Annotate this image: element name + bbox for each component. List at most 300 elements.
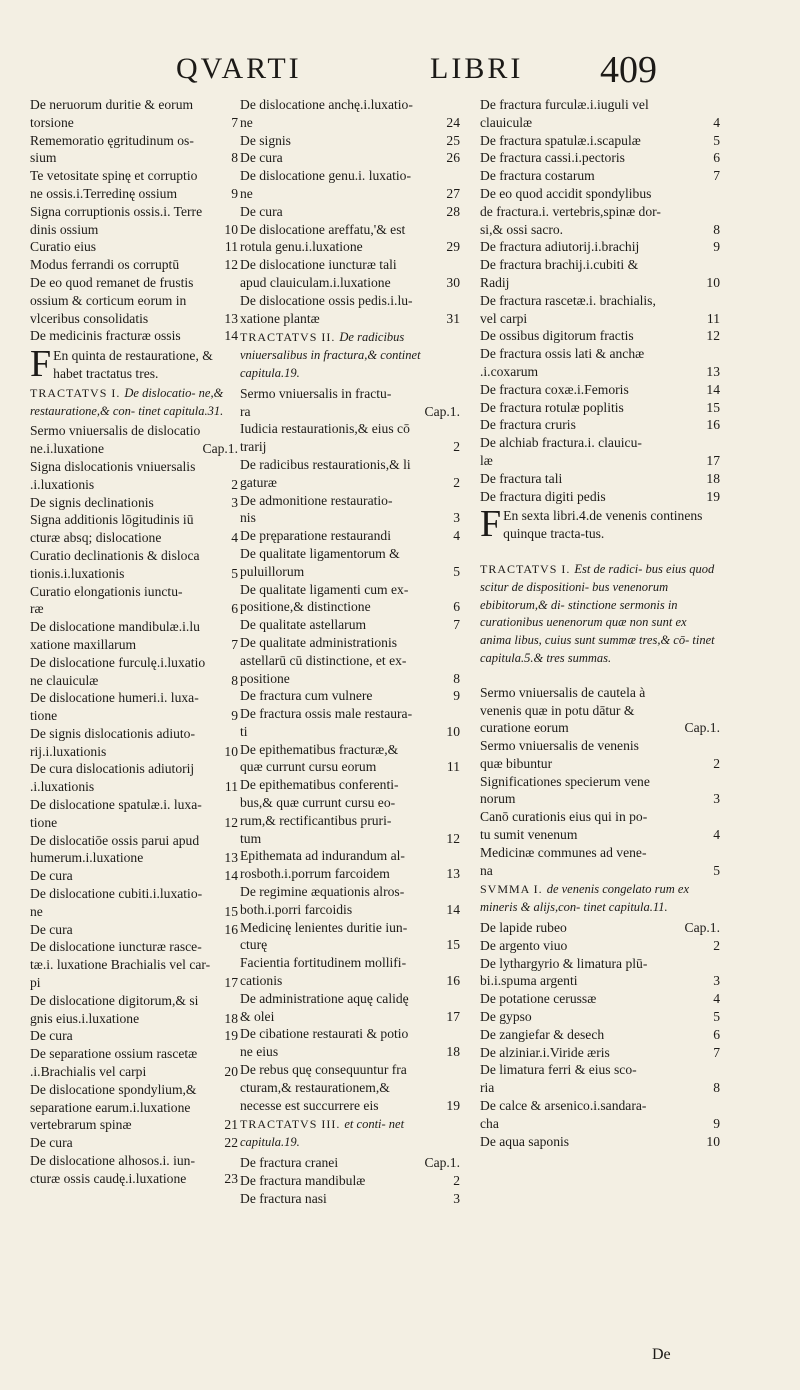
toc-entry xyxy=(240,1025,460,1043)
entry-title: apud clauiculam.i.luxatione xyxy=(240,274,391,290)
entry-title: De epithematibus conferenti- xyxy=(240,777,399,793)
toc-entry xyxy=(30,1045,238,1063)
entry-title: Sermo vniuersalis in fractu- xyxy=(240,385,392,401)
entry-number: 2 xyxy=(453,1172,460,1188)
entry-title: puluillorum xyxy=(240,563,305,579)
toc-entry xyxy=(480,1133,720,1151)
toc-entry xyxy=(30,796,238,814)
toc-entry xyxy=(480,274,720,292)
entry-number: 10 xyxy=(706,1133,720,1149)
entry-title: rotula genu.i.luxatione xyxy=(240,239,363,255)
entry-number: 9 xyxy=(713,239,720,255)
entry-number: 22 xyxy=(224,1135,238,1151)
entry-number: 9 xyxy=(453,688,460,704)
entry-title: De dislocatione alhosos.i. iun- xyxy=(30,1153,195,1169)
entry-number: 19 xyxy=(706,488,720,504)
toc-entry xyxy=(480,1008,720,1026)
toc-entry xyxy=(480,684,720,702)
entry-title: ne xyxy=(240,185,253,201)
toc-entry xyxy=(480,452,720,470)
entry-title: tu sumit venenum xyxy=(480,827,578,843)
entry-number: 11 xyxy=(706,310,720,326)
entry-number: 4 xyxy=(713,827,720,843)
entry-number: 4 xyxy=(453,528,460,544)
entry-title: ti xyxy=(240,723,248,739)
entry-title: De fractura spatulæ.i.scapulæ xyxy=(480,132,641,148)
heading-italic: de venenis congelato rum ex mineris & alijs,con- tinet capitula.11. xyxy=(480,882,689,915)
toc-entry xyxy=(240,1097,460,1115)
toc-entry xyxy=(30,760,238,778)
entry-title: gaturæ xyxy=(240,474,277,490)
toc-entry xyxy=(240,149,460,167)
entry-title: astellarū cū distinctione, et ex- xyxy=(240,652,407,668)
entry-title: De pręparatione restaurandi xyxy=(240,528,391,544)
entry-title: De dislocatione iuncturæ tali xyxy=(240,257,397,273)
toc-entry xyxy=(30,440,238,458)
entry-title: humerum.i.luxatione xyxy=(30,850,144,866)
toc-entry xyxy=(240,385,460,403)
entry-title: De fractura furculæ.i.iuguli vel xyxy=(480,97,649,112)
entry-number: 9 xyxy=(231,185,238,201)
entry-title: vlceribus consolidatis xyxy=(30,310,149,326)
toc-entry xyxy=(480,416,720,434)
toc-entry xyxy=(240,687,460,705)
section-intro xyxy=(480,503,720,546)
toc-entry xyxy=(30,292,238,310)
entry-title: De eo quod remanet de frustis xyxy=(30,274,194,290)
toc-entry xyxy=(30,672,238,690)
heading-italic: Est de radici- bus eius quod scitur de dispositioni- bus venenorum ebibitorum,& di- stinctione sermonis in curationibus uenenorum quæ non sunt ex anima libus, cuius sunt summæ tres,& cō- tinet capitula.5.& tres summas. xyxy=(480,561,715,665)
toc-entry xyxy=(240,581,460,599)
toc-entry xyxy=(240,456,460,474)
column-2 xyxy=(240,96,460,1207)
entry-number: 14 xyxy=(224,328,238,344)
entry-number: 4 xyxy=(713,991,720,1007)
entry-title: quæ bibuntur xyxy=(480,755,553,771)
entry-number: 16 xyxy=(224,921,238,937)
entry-number: 5 xyxy=(713,1009,720,1025)
entry-title: ne.i.luxatione xyxy=(30,441,104,457)
toc-entry xyxy=(240,474,460,492)
toc-entry xyxy=(30,494,238,512)
toc-entry xyxy=(240,167,460,185)
entry-number: 8 xyxy=(713,1080,720,1096)
entry-title: De signis xyxy=(240,132,291,148)
toc-entry xyxy=(240,1061,460,1079)
toc-entry xyxy=(240,883,460,901)
entry-number: 21 xyxy=(224,1117,238,1133)
entry-title: De admonitione restauratio- xyxy=(240,492,393,508)
toc-entry xyxy=(30,274,238,292)
entry-title: De cura xyxy=(30,1028,73,1044)
entry-title: ne clauiculæ xyxy=(30,672,99,688)
entry-title: cturæ ossis caudę.i.luxatione xyxy=(30,1170,187,1186)
toc-entry xyxy=(480,1044,720,1062)
entry-number: 18 xyxy=(224,1010,238,1026)
entry-title: De cura xyxy=(30,868,73,884)
entry-title: quæ currunt cursu eorum xyxy=(240,759,377,775)
toc-entry xyxy=(30,167,238,185)
entry-title: De potatione cerussæ xyxy=(480,991,597,1007)
entry-title: .i.coxarum xyxy=(480,363,539,379)
entry-title: De medicinis fracturæ ossis xyxy=(30,328,181,344)
toc-entry xyxy=(480,937,720,955)
entry-title: De cura xyxy=(30,921,73,937)
toc-entry xyxy=(240,705,460,723)
toc-entry xyxy=(480,990,720,1008)
entry-number: 18 xyxy=(446,1044,460,1060)
toc-entry xyxy=(240,1190,460,1208)
toc-entry xyxy=(30,1170,238,1188)
toc-entry xyxy=(30,114,238,132)
section-intro xyxy=(30,343,238,386)
entry-title: De fractura costarum xyxy=(480,168,595,184)
entry-title: De gypso xyxy=(480,1009,532,1025)
entry-number: 26 xyxy=(446,150,460,166)
entry-title: venenis quæ in potu dātur & xyxy=(480,702,635,718)
entry-title: de fractura.i. vertebris,spinæ dor- xyxy=(480,203,661,219)
toc-entry xyxy=(30,992,238,1010)
entry-number: 12 xyxy=(706,328,720,344)
toc-entry xyxy=(240,545,460,563)
toc-entry xyxy=(240,670,460,688)
toc-entry xyxy=(480,434,720,452)
entry-title: Curatio declinationis & disloca xyxy=(30,547,200,563)
entry-number: Cap.1. xyxy=(424,403,460,419)
entry-title: De fractura rascetæ.i. brachialis, xyxy=(480,292,656,308)
toc-entry xyxy=(30,238,238,256)
toc-entry xyxy=(480,114,720,132)
entry-title: De fractura coxæ.i.Femoris xyxy=(480,381,629,397)
toc-entry xyxy=(30,867,238,885)
toc-entry xyxy=(480,221,720,239)
toc-entry xyxy=(30,185,238,203)
tractatus-heading xyxy=(240,1116,460,1152)
entry-title: cturæ absq; dislocatione xyxy=(30,530,162,546)
toc-entry xyxy=(480,719,720,737)
toc-entry xyxy=(480,488,720,506)
entry-title: both.i.porri farcoidis xyxy=(240,901,353,917)
entry-number: 5 xyxy=(453,563,460,579)
entry-title: De lythargyrio & limatura plū- xyxy=(480,955,648,971)
toc-entry xyxy=(30,921,238,939)
toc-entry xyxy=(480,862,720,880)
entry-title: De dislocatione iuncturæ rasce- xyxy=(30,939,202,955)
entry-title: De dislocatione spatulæ.i. luxa- xyxy=(30,797,202,813)
entry-title: Epithemata ad indurandum al- xyxy=(240,848,405,864)
entry-title: De dislocatione cubiti.i.luxatio- xyxy=(30,886,203,902)
toc-entry xyxy=(240,794,460,812)
toc-entry xyxy=(240,830,460,848)
entry-number: 10 xyxy=(446,723,460,739)
entry-title: ria xyxy=(480,1080,495,1096)
toc-entry xyxy=(240,203,460,221)
entry-title: De fractura nasi xyxy=(240,1190,327,1206)
entry-title: De limatura ferri & eius sco- xyxy=(480,1062,637,1078)
entry-number: 27 xyxy=(446,185,460,201)
entry-title: De cura dislocationis adiutorij xyxy=(30,761,195,777)
entry-title: De alziniar.i.Viride æris xyxy=(480,1044,610,1060)
toc-entry xyxy=(480,844,720,862)
entry-title: De qualitate administrationis xyxy=(240,634,398,650)
toc-entry xyxy=(240,1172,460,1190)
entry-number: 3 xyxy=(713,791,720,807)
spacer xyxy=(480,545,720,559)
entry-title: ne xyxy=(240,114,253,130)
entry-number: 3 xyxy=(453,1190,460,1206)
toc-entry xyxy=(30,327,238,345)
toc-entry xyxy=(240,256,460,274)
entry-title: De qualitate astellarum xyxy=(240,617,367,633)
heading-italic: De dislocatio- ne,& restauratione,& con- tinet capitula.31. xyxy=(30,385,224,418)
entry-title: positione xyxy=(240,670,290,686)
entry-title: nis xyxy=(240,510,256,526)
toc-entry xyxy=(30,956,238,974)
entry-title: .i.luxationis xyxy=(30,779,95,795)
heading-caps: TRACTATVS I. xyxy=(30,385,125,400)
toc-entry xyxy=(240,1079,460,1097)
entry-title: cationis xyxy=(240,973,283,989)
entry-title: ossium & corticum eorum in xyxy=(30,292,187,308)
heading-caps: TRACTATVS II. xyxy=(240,330,340,345)
toc-entry xyxy=(240,132,460,150)
entry-title: tione xyxy=(30,814,58,830)
toc-entry xyxy=(240,776,460,794)
toc-entry xyxy=(480,773,720,791)
entry-title: norum xyxy=(480,791,516,807)
entry-title: De fractura adiutorij.i.brachij xyxy=(480,239,640,255)
entry-title: Radij xyxy=(480,274,510,290)
entry-number: Cap.1. xyxy=(424,1155,460,1171)
entry-number: 8 xyxy=(231,150,238,166)
toc-entry xyxy=(240,847,460,865)
page-number: 409 xyxy=(600,49,657,91)
toc-entry xyxy=(240,238,460,256)
entry-title: dinis ossium xyxy=(30,221,99,237)
entry-number: 5 xyxy=(713,862,720,878)
entry-title: De epithematibus fracturæ,& xyxy=(240,741,399,757)
toc-entry xyxy=(480,292,720,310)
toc-entry xyxy=(480,826,720,844)
entry-title: De regimine æquationis alros- xyxy=(240,884,405,900)
toc-entry xyxy=(240,403,460,421)
entry-number: 5 xyxy=(231,565,238,581)
entry-number: 6 xyxy=(453,599,460,615)
entry-number: 2 xyxy=(231,476,238,492)
entry-title: De administratione aquę calidę xyxy=(240,990,409,1006)
toc-entry xyxy=(480,955,720,973)
toc-entry xyxy=(480,808,720,826)
entry-number: 15 xyxy=(706,399,720,415)
toc-entry xyxy=(30,1027,238,1045)
toc-entry xyxy=(480,256,720,274)
entry-number: 10 xyxy=(224,743,238,759)
header-left: QVARTI xyxy=(176,52,302,85)
toc-entry xyxy=(30,476,238,494)
toc-entry xyxy=(240,310,460,328)
entry-number: 9 xyxy=(713,1115,720,1131)
header-center: LIBRI xyxy=(430,52,524,85)
toc-entry xyxy=(480,96,720,114)
entry-title: torsione xyxy=(30,114,74,130)
entry-title: Signa dislocationis vniuersalis xyxy=(30,458,196,474)
tractatus-heading xyxy=(240,329,460,382)
entry-number: 11 xyxy=(224,779,238,795)
entry-title: sium xyxy=(30,150,57,166)
entry-title: De cura xyxy=(30,1135,73,1151)
toc-entry xyxy=(30,636,238,654)
toc-entry xyxy=(30,310,238,328)
entry-number: 12 xyxy=(224,257,238,273)
entry-number: 16 xyxy=(706,417,720,433)
entry-number: 13 xyxy=(706,363,720,379)
toc-entry xyxy=(240,652,460,670)
toc-entry xyxy=(480,310,720,328)
entry-title: vertebrarum spinæ xyxy=(30,1117,132,1133)
entry-title: De fractura cruris xyxy=(480,417,576,433)
entry-title: De fractura cum vulnere xyxy=(240,688,373,704)
spacer xyxy=(480,670,720,684)
entry-title: De ossibus digitorum fractis xyxy=(480,328,634,344)
entry-title: gnis eius.i.luxatione xyxy=(30,1010,140,1026)
entry-number: 6 xyxy=(231,601,238,617)
entry-number: 4 xyxy=(231,530,238,546)
toc-entry xyxy=(30,221,238,239)
entry-title: positione,& distinctione xyxy=(240,599,371,615)
toc-entry xyxy=(30,1010,238,1028)
entry-number: 11 xyxy=(224,239,238,255)
toc-entry xyxy=(240,1043,460,1061)
entry-title: De dislocatione areffatu,'& est xyxy=(240,221,406,237)
entry-title: Canō curationis eius qui in po- xyxy=(480,809,648,825)
entry-title: Rememoratio ęgritudinum os- xyxy=(30,132,194,148)
entry-title: De neruorum duritie & eorum xyxy=(30,97,194,112)
heading-italic: et conti- net capitula.19. xyxy=(240,1117,405,1150)
entry-title: De alchiab fractura.i. clauicu- xyxy=(480,435,642,451)
toc-entry xyxy=(30,654,238,672)
entry-title: De cura xyxy=(240,150,283,166)
entry-title: trarij xyxy=(240,439,267,455)
entry-title: De fractura mandibulæ xyxy=(240,1172,366,1188)
entry-title: Signa corruptionis ossis.i. Terre xyxy=(30,203,203,219)
entry-title: De separatione ossium rascetæ xyxy=(30,1046,198,1062)
entry-title: Sermo vniuersalis de cautela à xyxy=(480,684,646,700)
entry-number: 19 xyxy=(446,1097,460,1113)
entry-number: 23 xyxy=(224,1170,238,1186)
column-1 xyxy=(30,96,238,1188)
toc-entry xyxy=(240,865,460,883)
toc-entry xyxy=(480,399,720,417)
entry-title: xatione plantæ xyxy=(240,310,320,326)
entry-title: ne eius xyxy=(240,1044,279,1060)
entry-number: 13 xyxy=(224,310,238,326)
entry-title: ne xyxy=(30,903,43,919)
toc-entry xyxy=(240,901,460,919)
entry-title: bi.i.spuma argenti xyxy=(480,973,578,989)
entry-title: Te vetositate spinę et corruptio xyxy=(30,168,198,184)
toc-entry xyxy=(480,972,720,990)
entry-number: 14 xyxy=(224,868,238,884)
entry-title: De fractura brachij.i.cubiti & xyxy=(480,257,639,273)
toc-entry xyxy=(240,741,460,759)
toc-entry xyxy=(30,778,238,796)
toc-entry xyxy=(240,492,460,510)
toc-entry xyxy=(480,919,720,937)
toc-entry xyxy=(240,990,460,1008)
toc-entry xyxy=(240,1154,460,1172)
toc-entry xyxy=(30,938,238,956)
catchword: De xyxy=(652,1346,671,1363)
entry-title: separatione earum.i.luxatione xyxy=(30,1099,191,1115)
toc-entry xyxy=(30,1081,238,1099)
entry-title: De rebus quę consequuntur fra xyxy=(240,1062,407,1078)
entry-number: 3 xyxy=(231,494,238,510)
toc-entry xyxy=(30,1152,238,1170)
toc-entry xyxy=(480,755,720,773)
entry-title: De cura xyxy=(240,203,283,219)
toc-entry xyxy=(240,616,460,634)
entry-number: 2 xyxy=(453,474,460,490)
entry-title: ne ossis.i.Terredinę ossium xyxy=(30,185,178,201)
entry-title: De fractura ossis lati & anchæ xyxy=(480,346,645,362)
entry-number: 7 xyxy=(453,617,460,633)
entry-title: Curatio eius xyxy=(30,239,97,255)
entry-title: De fractura rotulæ poplitis xyxy=(480,399,624,415)
entry-number: 2 xyxy=(713,937,720,953)
toc-entry xyxy=(30,903,238,921)
entry-number: 8 xyxy=(453,670,460,686)
toc-entry xyxy=(480,345,720,363)
toc-entry xyxy=(30,618,238,636)
toc-entry xyxy=(30,96,238,114)
toc-entry xyxy=(30,849,238,867)
toc-entry xyxy=(30,422,238,440)
entry-title: Medicinæ communes ad vene- xyxy=(480,844,647,860)
entry-title: De fractura cassi.i.pectoris xyxy=(480,150,625,166)
toc-entry xyxy=(240,919,460,937)
entry-number: 11 xyxy=(446,759,460,775)
entry-number: 29 xyxy=(446,239,460,255)
tractatus-heading xyxy=(30,385,238,421)
entry-number: 4 xyxy=(713,114,720,130)
entry-title: na xyxy=(480,862,493,878)
entry-title: & olei xyxy=(240,1008,275,1024)
entry-title: Facientia fortitudinem mollifi- xyxy=(240,955,407,971)
entry-title: De dislocatione mandibulæ.i.lu xyxy=(30,619,200,635)
heading-italic: De radicibus vniuersalibus in fractura,& continet capitula.19. xyxy=(240,330,421,380)
entry-number: 9 xyxy=(231,708,238,724)
toc-entry xyxy=(480,238,720,256)
drop-cap: F xyxy=(30,343,52,386)
toc-entry xyxy=(30,689,238,707)
entry-title: clauiculæ xyxy=(480,114,533,130)
toc-entry xyxy=(240,292,460,310)
toc-entry xyxy=(480,790,720,808)
entry-title: De dislocatiōe ossis parui apud xyxy=(30,832,200,848)
entry-number: 2 xyxy=(453,439,460,455)
entry-title: ræ xyxy=(30,601,44,617)
intro-text: En sexta libri.4.de venenis continens quinque tracta-tus. xyxy=(503,508,703,542)
toc-entry xyxy=(240,185,460,203)
entry-title: Iudicia restaurationis,& eius cō xyxy=(240,421,410,437)
toc-entry xyxy=(30,132,238,150)
toc-entry xyxy=(480,1026,720,1044)
toc-entry xyxy=(30,707,238,725)
toc-entry xyxy=(30,583,238,601)
entry-number: 30 xyxy=(446,274,460,290)
entry-title: bus,& quæ currunt cursu eo- xyxy=(240,795,396,811)
heading-caps: TRACTATVS III. xyxy=(240,1117,345,1132)
